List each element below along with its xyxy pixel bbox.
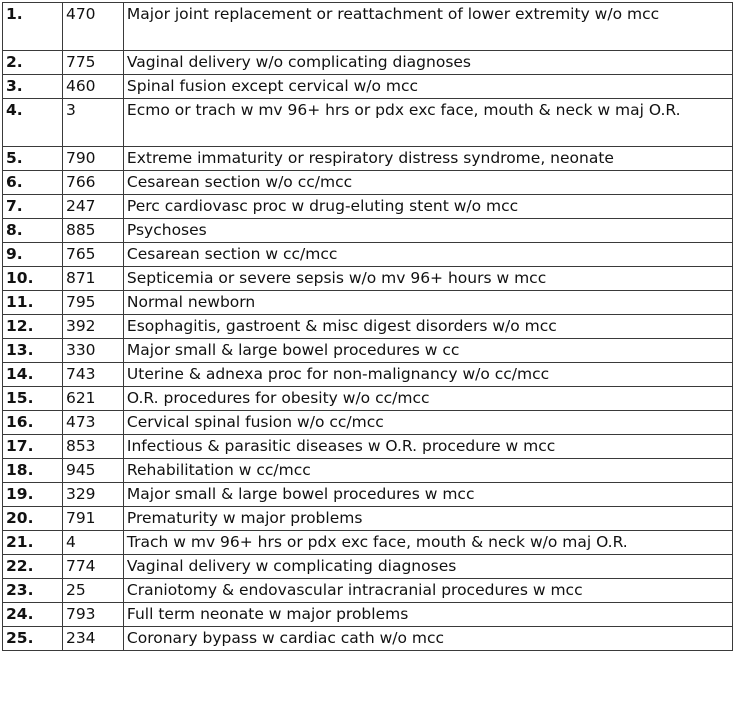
rank-cell: 6. bbox=[3, 171, 63, 195]
description-cell: Extreme immaturity or respiratory distress syndrome, neonate bbox=[123, 147, 732, 171]
drg-code-cell: 765 bbox=[62, 243, 123, 267]
rank-cell: 2. bbox=[3, 51, 63, 75]
rank-cell: 3. bbox=[3, 75, 63, 99]
description-cell: Normal newborn bbox=[123, 291, 732, 315]
rank-cell: 21. bbox=[3, 531, 63, 555]
table-row bbox=[3, 339, 733, 363]
description-cell: O.R. procedures for obesity w/o cc/mcc bbox=[123, 387, 732, 411]
rank-cell: 18. bbox=[3, 459, 63, 483]
drg-code-cell: 945 bbox=[62, 459, 123, 483]
description-cell: Infectious & parasitic diseases w O.R. procedure w mcc bbox=[123, 435, 732, 459]
rank-cell: 12. bbox=[3, 315, 63, 339]
table-row bbox=[3, 483, 733, 507]
table-row bbox=[3, 99, 733, 147]
drg-code-cell: 25 bbox=[62, 579, 123, 603]
rank-cell: 16. bbox=[3, 411, 63, 435]
table-row bbox=[3, 603, 733, 627]
rank-cell: 1. bbox=[3, 3, 63, 51]
drg-code-cell: 791 bbox=[62, 507, 123, 531]
drg-code-cell: 470 bbox=[62, 3, 123, 51]
table-row bbox=[3, 147, 733, 171]
drg-code-cell: 3 bbox=[62, 99, 123, 147]
description-cell: Craniotomy & endovascular intracranial procedures w mcc bbox=[123, 579, 732, 603]
table-row bbox=[3, 51, 733, 75]
table-row bbox=[3, 435, 733, 459]
rank-cell: 14. bbox=[3, 363, 63, 387]
rank-cell: 11. bbox=[3, 291, 63, 315]
rank-cell: 13. bbox=[3, 339, 63, 363]
drg-code-cell: 621 bbox=[62, 387, 123, 411]
rank-cell: 17. bbox=[3, 435, 63, 459]
rank-cell: 15. bbox=[3, 387, 63, 411]
rank-cell: 25. bbox=[3, 627, 63, 651]
drg-code-cell: 329 bbox=[62, 483, 123, 507]
rank-cell: 19. bbox=[3, 483, 63, 507]
table-row bbox=[3, 171, 733, 195]
description-cell: Cervical spinal fusion w/o cc/mcc bbox=[123, 411, 732, 435]
drg-code-cell: 743 bbox=[62, 363, 123, 387]
rank-cell: 10. bbox=[3, 267, 63, 291]
drg-code-cell: 766 bbox=[62, 171, 123, 195]
drg-code-cell: 795 bbox=[62, 291, 123, 315]
drg-code-cell: 473 bbox=[62, 411, 123, 435]
description-cell: Ecmo or trach w mv 96+ hrs or pdx exc face, mouth & neck w maj O.R. bbox=[123, 99, 732, 147]
description-cell: Major small & large bowel procedures w mcc bbox=[123, 483, 732, 507]
drg-code-cell: 774 bbox=[62, 555, 123, 579]
description-cell: Full term neonate w major problems bbox=[123, 603, 732, 627]
description-cell: Esophagitis, gastroent & misc digest disorders w/o mcc bbox=[123, 315, 732, 339]
description-cell: Major joint replacement or reattachment of lower extremity w/o mcc bbox=[123, 3, 732, 51]
rank-cell: 23. bbox=[3, 579, 63, 603]
table-row bbox=[3, 579, 733, 603]
drg-code-cell: 793 bbox=[62, 603, 123, 627]
drg-code-cell: 790 bbox=[62, 147, 123, 171]
table-row bbox=[3, 627, 733, 651]
drg-ranking-table bbox=[2, 2, 733, 651]
table-row bbox=[3, 555, 733, 579]
description-cell: Prematurity w major problems bbox=[123, 507, 732, 531]
description-cell: Uterine & adnexa proc for non-malignancy w/o cc/mcc bbox=[123, 363, 732, 387]
rank-cell: 7. bbox=[3, 195, 63, 219]
description-cell: Vaginal delivery w complicating diagnoses bbox=[123, 555, 732, 579]
table-row bbox=[3, 219, 733, 243]
table-row bbox=[3, 243, 733, 267]
table-row bbox=[3, 387, 733, 411]
rank-cell: 5. bbox=[3, 147, 63, 171]
drg-code-cell: 392 bbox=[62, 315, 123, 339]
table-row bbox=[3, 195, 733, 219]
table-row bbox=[3, 411, 733, 435]
rank-cell: 24. bbox=[3, 603, 63, 627]
description-cell: Spinal fusion except cervical w/o mcc bbox=[123, 75, 732, 99]
rank-cell: 20. bbox=[3, 507, 63, 531]
table-row bbox=[3, 363, 733, 387]
table-row bbox=[3, 267, 733, 291]
drg-code-cell: 871 bbox=[62, 267, 123, 291]
drg-code-cell: 775 bbox=[62, 51, 123, 75]
description-cell: Coronary bypass w cardiac cath w/o mcc bbox=[123, 627, 732, 651]
rank-cell: 22. bbox=[3, 555, 63, 579]
table-row bbox=[3, 507, 733, 531]
rank-cell: 9. bbox=[3, 243, 63, 267]
rank-cell: 8. bbox=[3, 219, 63, 243]
description-cell: Trach w mv 96+ hrs or pdx exc face, mouth & neck w/o maj O.R. bbox=[123, 531, 732, 555]
table-row bbox=[3, 315, 733, 339]
table-row bbox=[3, 459, 733, 483]
description-cell: Septicemia or severe sepsis w/o mv 96+ hours w mcc bbox=[123, 267, 732, 291]
drg-code-cell: 4 bbox=[62, 531, 123, 555]
drg-code-cell: 853 bbox=[62, 435, 123, 459]
drg-code-cell: 460 bbox=[62, 75, 123, 99]
description-cell: Perc cardiovasc proc w drug-eluting stent w/o mcc bbox=[123, 195, 732, 219]
description-cell: Vaginal delivery w/o complicating diagnoses bbox=[123, 51, 732, 75]
drg-code-cell: 234 bbox=[62, 627, 123, 651]
table-row bbox=[3, 75, 733, 99]
drg-code-cell: 247 bbox=[62, 195, 123, 219]
description-cell: Psychoses bbox=[123, 219, 732, 243]
description-cell: Major small & large bowel procedures w cc bbox=[123, 339, 732, 363]
table-row bbox=[3, 3, 733, 51]
description-cell: Rehabilitation w cc/mcc bbox=[123, 459, 732, 483]
rank-cell: 4. bbox=[3, 99, 63, 147]
drg-table-body bbox=[3, 3, 733, 651]
description-cell: Cesarean section w cc/mcc bbox=[123, 243, 732, 267]
drg-code-cell: 330 bbox=[62, 339, 123, 363]
table-row bbox=[3, 531, 733, 555]
description-cell: Cesarean section w/o cc/mcc bbox=[123, 171, 732, 195]
table-row bbox=[3, 291, 733, 315]
drg-code-cell: 885 bbox=[62, 219, 123, 243]
